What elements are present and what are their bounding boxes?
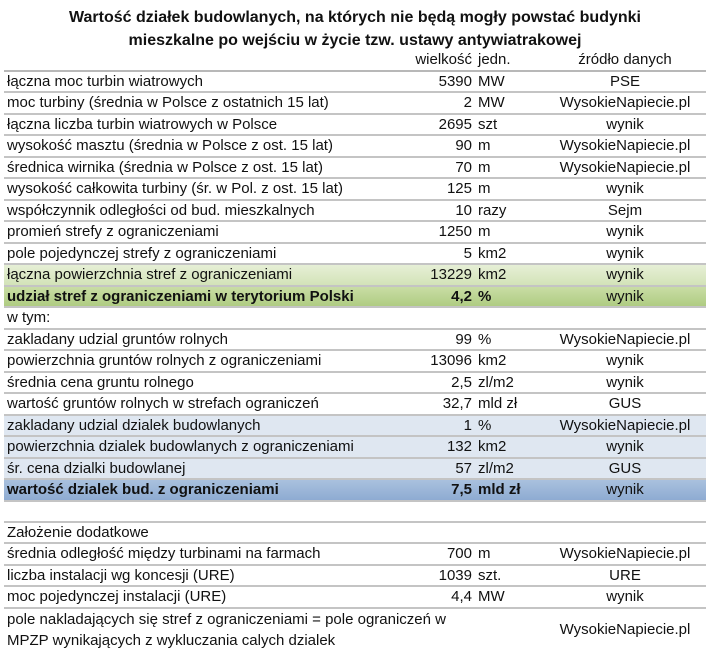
- cell-unit: m: [476, 157, 544, 179]
- cell-unit: zl/m2: [476, 372, 544, 394]
- cell-label: pole pojedynczej strefy z ograniczeniami: [4, 243, 410, 265]
- spacer-row: [4, 501, 706, 522]
- cell-source: wynik: [544, 178, 706, 200]
- cell-unit: szt.: [476, 565, 544, 587]
- cell-label: wartość dzialek bud. z ograniczeniami: [4, 479, 410, 501]
- cell-value: 5390: [410, 71, 476, 93]
- cell-source: wynik: [544, 479, 706, 501]
- cell-source: wynik: [544, 350, 706, 372]
- cell-label: zakladany udzial gruntów rolnych: [4, 329, 410, 351]
- header-label: [4, 50, 410, 71]
- table-row: [4, 372, 706, 394]
- cell-label: średnica wirnika (średnia w Polsce z ost. 15 lat): [4, 157, 410, 179]
- cell-source: WysokieNapiecie.pl: [544, 329, 706, 351]
- cell-value: [410, 522, 476, 544]
- cell-unit: szt: [476, 114, 544, 136]
- table-row: [4, 264, 706, 286]
- cell-source: WysokieNapiecie.pl: [544, 92, 706, 114]
- cell-value: 125: [410, 178, 476, 200]
- cell-source: GUS: [544, 393, 706, 415]
- table-row: [4, 522, 706, 544]
- cell-source: GUS: [544, 458, 706, 480]
- cell-source: wynik: [544, 586, 706, 608]
- table-row: [4, 436, 706, 458]
- cell-unit: km2: [476, 264, 544, 286]
- table-row: [4, 393, 706, 415]
- cell-label: wysokość całkowita turbiny (śr. w Pol. z ost. 15 lat): [4, 178, 410, 200]
- cell-label: wartość gruntów rolnych w strefach ograniczeń: [4, 393, 410, 415]
- cell-source: URE: [544, 565, 706, 587]
- cell-value: 2,5: [410, 372, 476, 394]
- cell-source: [544, 522, 706, 544]
- cell-label: średnia odległość między turbinami na farmach: [4, 543, 410, 565]
- table-row: [4, 415, 706, 437]
- cell-source: wynik: [544, 436, 706, 458]
- cell-source: wynik: [544, 114, 706, 136]
- cell-source: WysokieNapiecie.pl: [544, 543, 706, 565]
- cell-unit: zl/m2: [476, 458, 544, 480]
- cell-unit: [476, 522, 544, 544]
- cell-label: w tym:: [4, 307, 410, 329]
- cell-label: współczynnik odległości od bud. mieszkalnych: [4, 200, 410, 222]
- table-row: [4, 286, 706, 308]
- cell-source: wynik: [544, 221, 706, 243]
- cell-value: 132: [410, 436, 476, 458]
- cell-value: 1: [410, 415, 476, 437]
- cell-source: WysokieNapiecie.pl: [544, 415, 706, 437]
- cell-value: 5: [410, 243, 476, 265]
- cell-value: 700: [410, 543, 476, 565]
- cell-value: 10: [410, 200, 476, 222]
- cell-source: Sejm: [544, 200, 706, 222]
- note-row: [4, 608, 706, 651]
- table-row: [4, 221, 706, 243]
- cell-unit: m: [476, 221, 544, 243]
- note-label: pole nakladających się stref z ograniczeniami = pole ograniczeń w MPZP wynikających z wykluczania calych dzialek: [7, 610, 446, 649]
- header-value: wielkość: [410, 50, 476, 71]
- cell-unit: [476, 307, 544, 329]
- table-row: [4, 565, 706, 587]
- cell-unit: razy: [476, 200, 544, 222]
- table-row: [4, 135, 706, 157]
- cell-label: łączna moc turbin wiatrowych: [4, 71, 410, 93]
- table-row: [4, 114, 706, 136]
- cell-source: wynik: [544, 286, 706, 308]
- cell-unit: MW: [476, 586, 544, 608]
- cell-label: wysokość masztu (średnia w Polsce z ost. 15 lat): [4, 135, 410, 157]
- cell-label: powierzchnia gruntów rolnych z ograniczeniami: [4, 350, 410, 372]
- cell-value: 2695: [410, 114, 476, 136]
- cell-unit: %: [476, 329, 544, 351]
- cell-unit: km2: [476, 436, 544, 458]
- cell-source: wynik: [544, 243, 706, 265]
- cell-label: udział stref z ograniczeniami w terytorium Polski: [4, 286, 410, 308]
- table-row: [4, 178, 706, 200]
- cell-unit: m: [476, 178, 544, 200]
- cell-unit: MW: [476, 92, 544, 114]
- note-source: WysokieNapiecie.pl: [559, 621, 691, 638]
- cell-unit: km2: [476, 243, 544, 265]
- table-row: [4, 157, 706, 179]
- cell-value: 70: [410, 157, 476, 179]
- table-row: [4, 92, 706, 114]
- table-row: [4, 329, 706, 351]
- cell-label: łączna powierzchnia stref z ograniczeniami: [4, 264, 410, 286]
- table-row: [4, 458, 706, 480]
- cell-source: WysokieNapiecie.pl: [544, 157, 706, 179]
- table-row: [4, 479, 706, 501]
- cell-unit: %: [476, 286, 544, 308]
- table-row: [4, 200, 706, 222]
- cell-value: 90: [410, 135, 476, 157]
- cell-value: 32,7: [410, 393, 476, 415]
- data-table: [4, 50, 706, 651]
- cell-label: średnia cena gruntu rolnego: [4, 372, 410, 394]
- cell-unit: mld zł: [476, 479, 544, 501]
- cell-value: [410, 307, 476, 329]
- table-title: [0, 6, 710, 52]
- cell-unit: km2: [476, 350, 544, 372]
- cell-value: 2: [410, 92, 476, 114]
- cell-value: 13229: [410, 264, 476, 286]
- table-row: [4, 307, 706, 329]
- header-source: źródło danych: [544, 50, 706, 71]
- cell-value: 1039: [410, 565, 476, 587]
- header-row: [4, 50, 706, 71]
- spacer: [4, 501, 706, 522]
- cell-unit: mld zł: [476, 393, 544, 415]
- table-row: [4, 71, 706, 93]
- table-row: [4, 586, 706, 608]
- cell-unit: m: [476, 543, 544, 565]
- cell-label: moc pojedynczej instalacji (URE): [4, 586, 410, 608]
- header-unit: jedn.: [476, 50, 544, 71]
- cell-source: WysokieNapiecie.pl: [544, 135, 706, 157]
- cell-label: liczba instalacji wg koncesji (URE): [4, 565, 410, 587]
- cell-source: wynik: [544, 372, 706, 394]
- title-line-1: Wartość działek budowlanych, na których nie będą mogły powstać budynki: [69, 9, 641, 26]
- cell-label: powierzchnia dzialek budowlanych z ograniczeniami: [4, 436, 410, 458]
- table-row: [4, 543, 706, 565]
- cell-label: Założenie dodatkowe: [4, 522, 410, 544]
- title-line-2: mieszkalne po wejściu w życie tzw. ustawy antywiatrakowej: [128, 32, 582, 49]
- cell-value: 1250: [410, 221, 476, 243]
- cell-unit: %: [476, 415, 544, 437]
- cell-unit: MW: [476, 71, 544, 93]
- cell-unit: m: [476, 135, 544, 157]
- cell-source: wynik: [544, 264, 706, 286]
- table-row: [4, 243, 706, 265]
- cell-label: zakladany udzial dzialek budowlanych: [4, 415, 410, 437]
- cell-source: [544, 307, 706, 329]
- cell-source: PSE: [544, 71, 706, 93]
- cell-value: 4,2: [410, 286, 476, 308]
- cell-label: moc turbiny (średnia w Polsce z ostatnich 15 lat): [4, 92, 410, 114]
- cell-value: 13096: [410, 350, 476, 372]
- cell-label: śr. cena dzialki budowlanej: [4, 458, 410, 480]
- cell-label: łączna liczba turbin wiatrowych w Polsce: [4, 114, 410, 136]
- cell-value: 57: [410, 458, 476, 480]
- cell-value: 7,5: [410, 479, 476, 501]
- table-row: [4, 350, 706, 372]
- cell-label: promień strefy z ograniczeniami: [4, 221, 410, 243]
- cell-value: 99: [410, 329, 476, 351]
- cell-value: 4,4: [410, 586, 476, 608]
